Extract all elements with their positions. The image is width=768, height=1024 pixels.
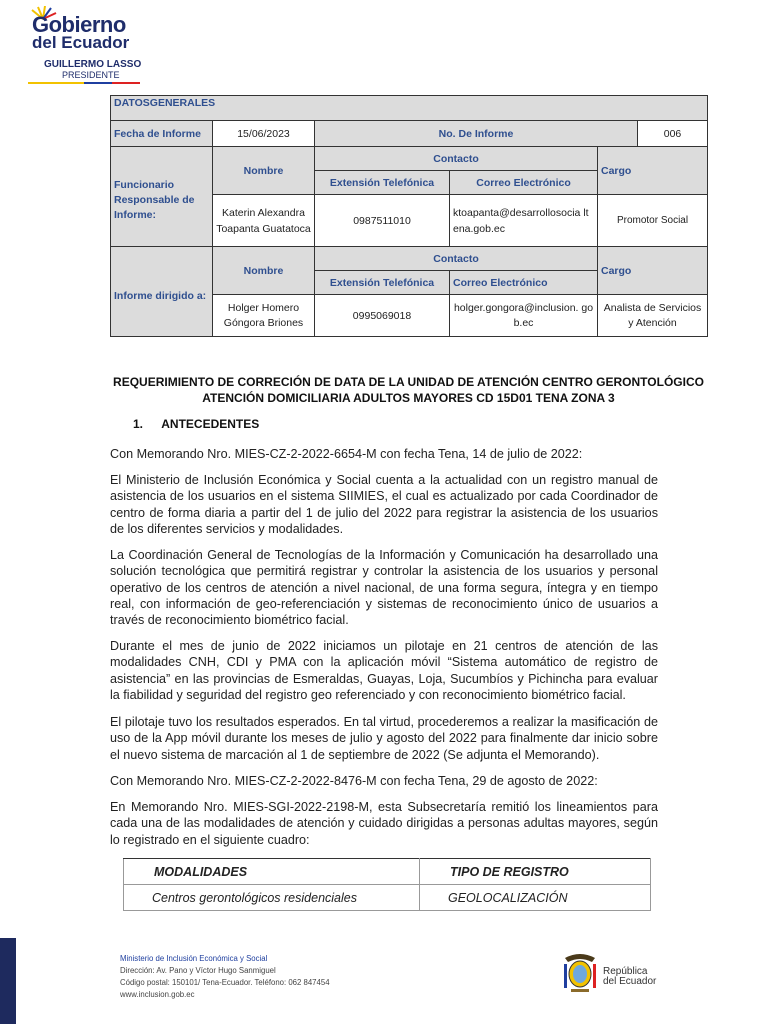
paragraph-3: La Coordinación General de Tecnologías de la Información y Comunicación ha desarrollado una solución tecnológica que permitirá registrar y controlar la asistencia de los usuarios y personal operativo de los centros de atención a nivel nacional, de una forma segura, íntegra y en tiempo real, con información de geo-referenciación y sistemas de reconocimiento único de usuarios a través de reconocimiento biométrico facial. (110, 548, 658, 628)
tipo-registro-header: TIPO DE REGISTRO (420, 859, 651, 885)
fecha-value: 15/06/2023 (213, 121, 315, 147)
paragraph-4: Durante el mes de junio de 2022 iniciamos un pilotaje en 21 centros de atención de las modalidades CNH, CDI y PMA con la aplicación móvil “Sistema automático de registro de asistencia” en las provincias de Esmeraldas, Guayas, Loja, Sucumbíos y Pichincha para evaluar la fiabilidad y seguridad del registro geo referenciado y con reconocimiento biométrico facial. (110, 639, 658, 702)
funcionario-telefono: 0987511010 (315, 195, 450, 247)
funcionario-extension-header: Extensión Telefónica (315, 171, 450, 195)
footer-postal: Código postal: 150101/ Tena-Ecuador. Teléfono: 062 847454 (120, 978, 330, 987)
general-data-table (110, 95, 708, 337)
paragraph-5: El pilotaje tuvo los resultados esperados. En tal virtud, procederemos a realizar la masificación de uso de la App móvil durante los meses de julio y agosto del 2022 para finalmente dar inicio sobre el nuevo sistema de marcación al 1 de septiembre de 2022 (Se adjunta el Memorando). (110, 715, 658, 762)
document-title: REQUERIMIENTO DE CORRECIÓN DE DATA DE LA UNIDAD DE ATENCIÓN CENTRO GERONTOLÓGICO ATENCIÓN DOMICILIARIA ADULTOS MAYORES CD 15D01 TENA ZONA 3 (113, 375, 704, 405)
logo-president-name: GUILLERMO LASSO (44, 59, 142, 70)
republica-line-1: República (603, 966, 648, 977)
funcionario-contacto-header: Contacto (315, 147, 598, 171)
footer-info (120, 953, 330, 1001)
dirigido-nombre: Holger Homero Góngora Briones (213, 295, 315, 337)
footer-web[interactable]: www.inclusion.gob.ec (120, 990, 195, 999)
numero-label: No. De Informe (315, 121, 638, 147)
ecuador-crest-icon (559, 950, 601, 996)
dirigido-nombre-header: Nombre (213, 247, 315, 295)
dirigido-correo: holger.gongora@inclusion. gob.ec (450, 295, 598, 337)
numero-value: 006 (638, 121, 708, 147)
funcionario-correo-header: Correo Electrónico (450, 171, 598, 195)
footer-side-bar (0, 938, 16, 1024)
footer-ministry: Ministerio de Inclusión Económica y Social (120, 954, 268, 963)
dirigido-contacto-header: Contacto (315, 247, 598, 271)
funcionario-cargo: Promotor Social (598, 195, 708, 247)
modalidades-row (124, 885, 651, 911)
funcionario-nombre-header: Nombre (213, 147, 315, 195)
funcionario-cargo-header: Cargo (598, 147, 708, 195)
logo-line-2: del Ecuador (32, 33, 130, 52)
gobierno-logo (28, 6, 148, 84)
funcionario-nombre: Katerin Alexandra Toapanta Guatatoca (213, 195, 315, 247)
dirigido-cargo: Analista de Servicios y Atención (598, 295, 708, 337)
modalidad-cell: Centros gerontológicos residenciales (124, 885, 420, 911)
republica-ecuador-text (603, 967, 656, 987)
modalidades-header-row (124, 859, 651, 885)
dirigido-extension-header: Extensión Telefónica (315, 271, 450, 295)
modalidades-table (123, 858, 651, 911)
logo-line-1: Gobierno (32, 12, 126, 37)
section-number: 1. (133, 417, 144, 431)
modalidades-header: MODALIDADES (124, 859, 420, 885)
section-title: ANTECEDENTES (161, 417, 260, 431)
logo-tricolor-rule (28, 82, 140, 84)
republica-line-2: del Ecuador (603, 976, 657, 987)
dirigido-cargo-header: Cargo (598, 247, 708, 295)
paragraph-2: El Ministerio de Inclusión Económica y Social cuenta a la actualidad con un registro manual de asistencia de los usuarios en el sistema SIIMIES, el cual es actualizado por cada Coordinador de centro de forma diaria a partir del 1 de julio del 2022 para registrar la asistencia de los usuarios de los diferentes servicios y modalidades. (110, 473, 658, 536)
fecha-label: Fecha de Informe (111, 121, 213, 147)
paragraph-6: Con Memorando Nro. MIES-CZ-2-2022-8476-M con fecha Tena, 29 de agosto de 2022: (110, 774, 598, 788)
footer-address: Dirección: Av. Pano y Víctor Hugo Sanmiguel (120, 966, 276, 975)
funcionario-correo: ktoapanta@desarrollosocia ltena.gob.ec (450, 195, 598, 247)
dirigido-label: Informe dirigido a: (111, 247, 213, 337)
tipo-registro-cell: GEOLOCALIZACIÓN (420, 885, 651, 911)
dirigido-correo-header: Correo Electrónico (450, 271, 598, 295)
dirigido-telefono: 0995069018 (315, 295, 450, 337)
funcionario-label: Funcionario Responsable de Informe: (111, 147, 213, 247)
logo-president-title: PRESIDENTE (62, 70, 120, 80)
paragraph-7: En Memorando Nro. MIES-SGI-2022-2198-M, esta Subsecretaría remitió los lineamientos para cada una de las modalidades de atención y cuidado dirigidas a personas adultas mayores, según lo registrado en el siguiente cuadro: (110, 800, 658, 847)
paragraph-1: Con Memorando Nro. MIES-CZ-2-2022-6654-M con fecha Tena, 14 de julio de 2022: (110, 447, 583, 461)
section-title-cell: DATOSGENERALES (111, 96, 708, 121)
section-heading (133, 417, 259, 431)
